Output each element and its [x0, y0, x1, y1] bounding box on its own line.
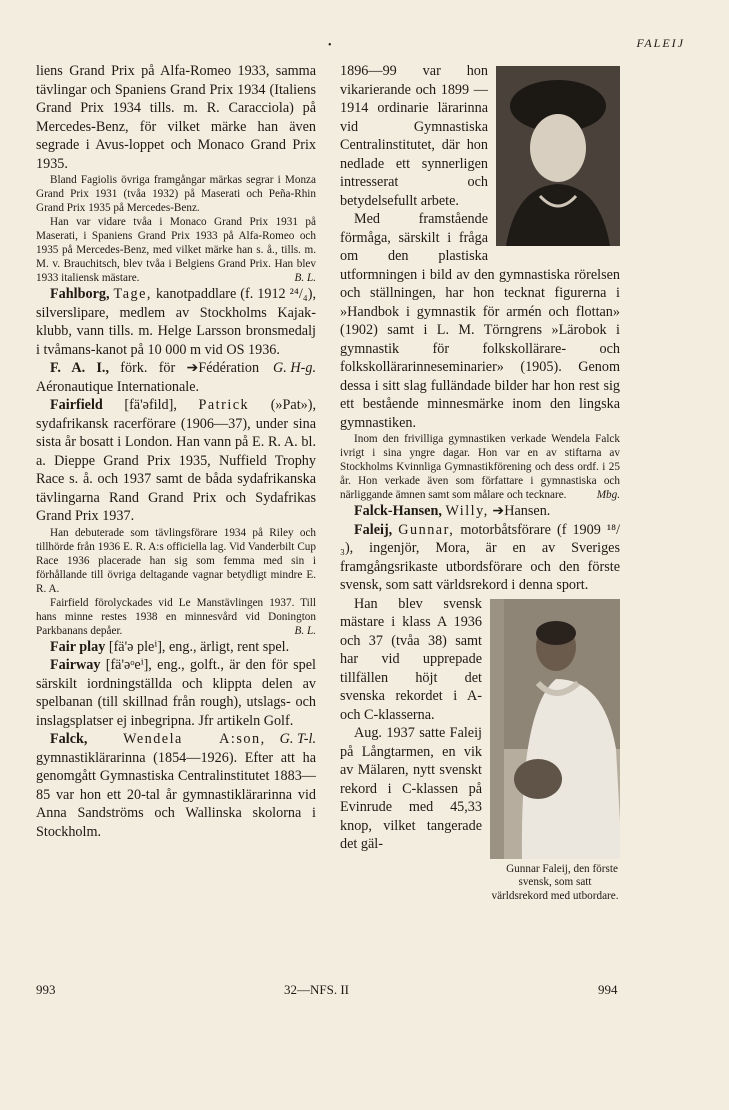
- entry-faleij: Faleij, Gunnar, motorbåtsförare (f 1909 ¹⁸/₃), ingenjör, Mora, är en av Sveriges framgångsrikaste utbordsförare och den förste svensk, som satt världsrekord i denna sport.: [340, 521, 621, 593]
- falck-continuation: 1896—99 var hon vikarierande och 1899 —1914 ordinarie lärarinna vid Gymnastiska Centralinstitutet, där hon nedlade ett synnerligen intresserat och betydelsefullt arbete.: [340, 62, 620, 210]
- signature: G. H-g.: [273, 360, 316, 376]
- fairfield-note-1: Han debuterade som tävlingsförare 1934 på Riley och tillhörde från 1936 E. R. A:s officiella lag. Vid Vanderbilt Cup Race 1936 placerade han sig som femma med sin i förhållande till övriga deltagande vagnar betydligt mindre E. R. A.: [36, 526, 316, 595]
- page-number-right: 994: [598, 982, 618, 997]
- headword: Falck-Hansen,: [354, 503, 442, 519]
- portrait-photo-wendela-falck: [496, 66, 620, 246]
- falck-paragraph-2: Med framstående förmåga, särskilt i fråga om den plastiska utformningen i bild av den gymnastiska rörelsen och ställningen, har hon tecknat figurerna i »Handbok i gymnastik för armén och flottan» (1902) samt i L. M. Törngrens »Lärobok i gymnastik för folkskollärare- och folkskollärarinneseminarier» (1905). Genom dessa i sitt slag fulländade bilder har hon rest sig ett bestående minnesmärke inom den lingska gymnastiken.: [340, 211, 620, 431]
- signature: Mbg.: [596, 489, 620, 501]
- headword: Faleij,: [354, 521, 393, 538]
- headword: F. A. I.,: [50, 360, 110, 376]
- photo-caption: Gunnar Faleij, den förste svensk, som satt världsrekord med utbordare.: [491, 862, 619, 902]
- signature: G. T-l.: [279, 731, 316, 747]
- entry-fahlborg: Fahlborg, Tage, kanotpaddlare (f. 1912 ²⁴/₄), silverslipare, medlem av Stockholms Kajak-klubb, vann tills. m. Helge Larsson bronsmedalj i tvåmans-kanot på 10 000 m vid OS 1936. G. H-g.: [36, 286, 317, 376]
- entry-falck-hansen: Falck-Hansen, Willy, ➔Hansen.: [354, 503, 551, 519]
- header-mark: •: [328, 40, 332, 51]
- signature: B. L.: [294, 624, 316, 637]
- headword: Fahlborg,: [50, 286, 110, 302]
- running-head: FALEIJ: [636, 36, 685, 50]
- right-column: [340, 62, 620, 903]
- entry-fairway: Fairway [fä'əᵒeⁱ], eng., golft., är den för spel särskilt iordningställda och klippta delen av spelbanan (till skillnad från rough), utslags- och inslagsplatser ej inbegripna. Jfr artikeln Golf. G. T-l.: [36, 657, 316, 747]
- left-column: [36, 62, 316, 841]
- falck-note: Inom den frivilliga gymnastiken verkade Wendela Falck ivrigt i sina yngre dagar. Hon var en av stiftarna av Stockholms Kvinnliga Gymnastikförening och dess ordf. i 25 år. Hon verkade även som författare i gymnastiska och närliggande ämnen samt som målare och tecknare. Mbg.: [340, 433, 620, 501]
- signature-mark: 32—NFS. II: [284, 982, 350, 997]
- portrait-photo-gunnar-faleij: [490, 599, 620, 859]
- entry-fairfield: Fairfield [fä'əfild], Patrick (»Pat»), sydafrikansk racerförare (1906—37), under sina sista år bosatt i London. Han vann på E. R. A. bl. a. Dieppe Grand Prix 1935, Nuffield Trophy Race s. å. och 1937 samt de båda sydafrikanska tävlingarna Rand Grand Prix och Sydafrikas Grand Prix 1937.: [36, 397, 317, 524]
- entry-fai: F. A. I., förk. för ➔Fédération Aéronautique Internationale.: [36, 360, 260, 395]
- page-number-left: 993: [36, 982, 56, 997]
- entry-falck: Falck, Wendela A:son, gymnastiklärarinna (1854—1926). Efter att ha genomgått Gymnastiska Centralinstitutet 1883—85 var hon ett 20-tal år gymnastiklärarinna vid Anna Sandströms och Wallinska skolorna i Stockholm.: [36, 731, 316, 840]
- faleij-paragraph-3: Aug. 1937 satte Faleij på Långtarmen, en vik av Mälaren, nytt svenskt rekord i C-klassen på Evinrude med 45,33 knop, vilket tangerade det gäl-: [340, 725, 482, 852]
- fagioli-note-1: Bland Fagiolis övriga framgångar märkas segrar i Monza Grand Prix 1931 (tvåa 1932) på Maserati och Peña-Rhin Grand Prix 1935 på Mercedes-Benz.: [36, 174, 316, 214]
- entry-fair-play: Fair play [fä'ə pleⁱ], eng., ärligt, rent spel.: [50, 638, 290, 655]
- headword: Fairway: [50, 657, 101, 673]
- fagioli-continuation: liens Grand Prix på Alfa-Romeo 1933, samma tävlingar och Spaniens Grand Prix 1934 (Italiens Grand Prix 1934 tills. m. R. Caracciola) på Mercedes-Benz, för vilket märke han även segrade i Avus-loppet och Monaco Grand Prix 1935.: [36, 63, 316, 172]
- headword: Falck,: [50, 731, 88, 747]
- signature: B. L.: [294, 272, 316, 284]
- fagioli-note-2: Han var vidare tvåa i Monaco Grand Prix 1931 på Maserati, i Spaniens Grand Prix 1933 på Alfa-Romeo och 1935 på Mercedes-Benz, med vilket märke han s. å., tills. m. M. v. Brauchitsch, blev tvåa i Belgiens Grand Prix. Han blev 1933 italiensk mästare. B. L.: [36, 216, 316, 284]
- headword: Fair play: [50, 638, 106, 655]
- fairfield-note-2: Fairfield förolyckades vid Le Manstävlingen 1937. Till hans minne restes 1938 en minnesvård vid Donington Parkbanans depåer. B. L.: [36, 596, 316, 637]
- faleij-paragraph-2: Gunnar Faleij, den förste svensk, som satt världsrekord med utbordare. Han blev svensk mästare i klass A 1936 och 37 (tvåa 38) samt har vid upprepade tillfällen höjt det svenska rekordet i A- och C-klasserna.: [340, 595, 620, 725]
- headword: Fairfield: [50, 397, 103, 413]
